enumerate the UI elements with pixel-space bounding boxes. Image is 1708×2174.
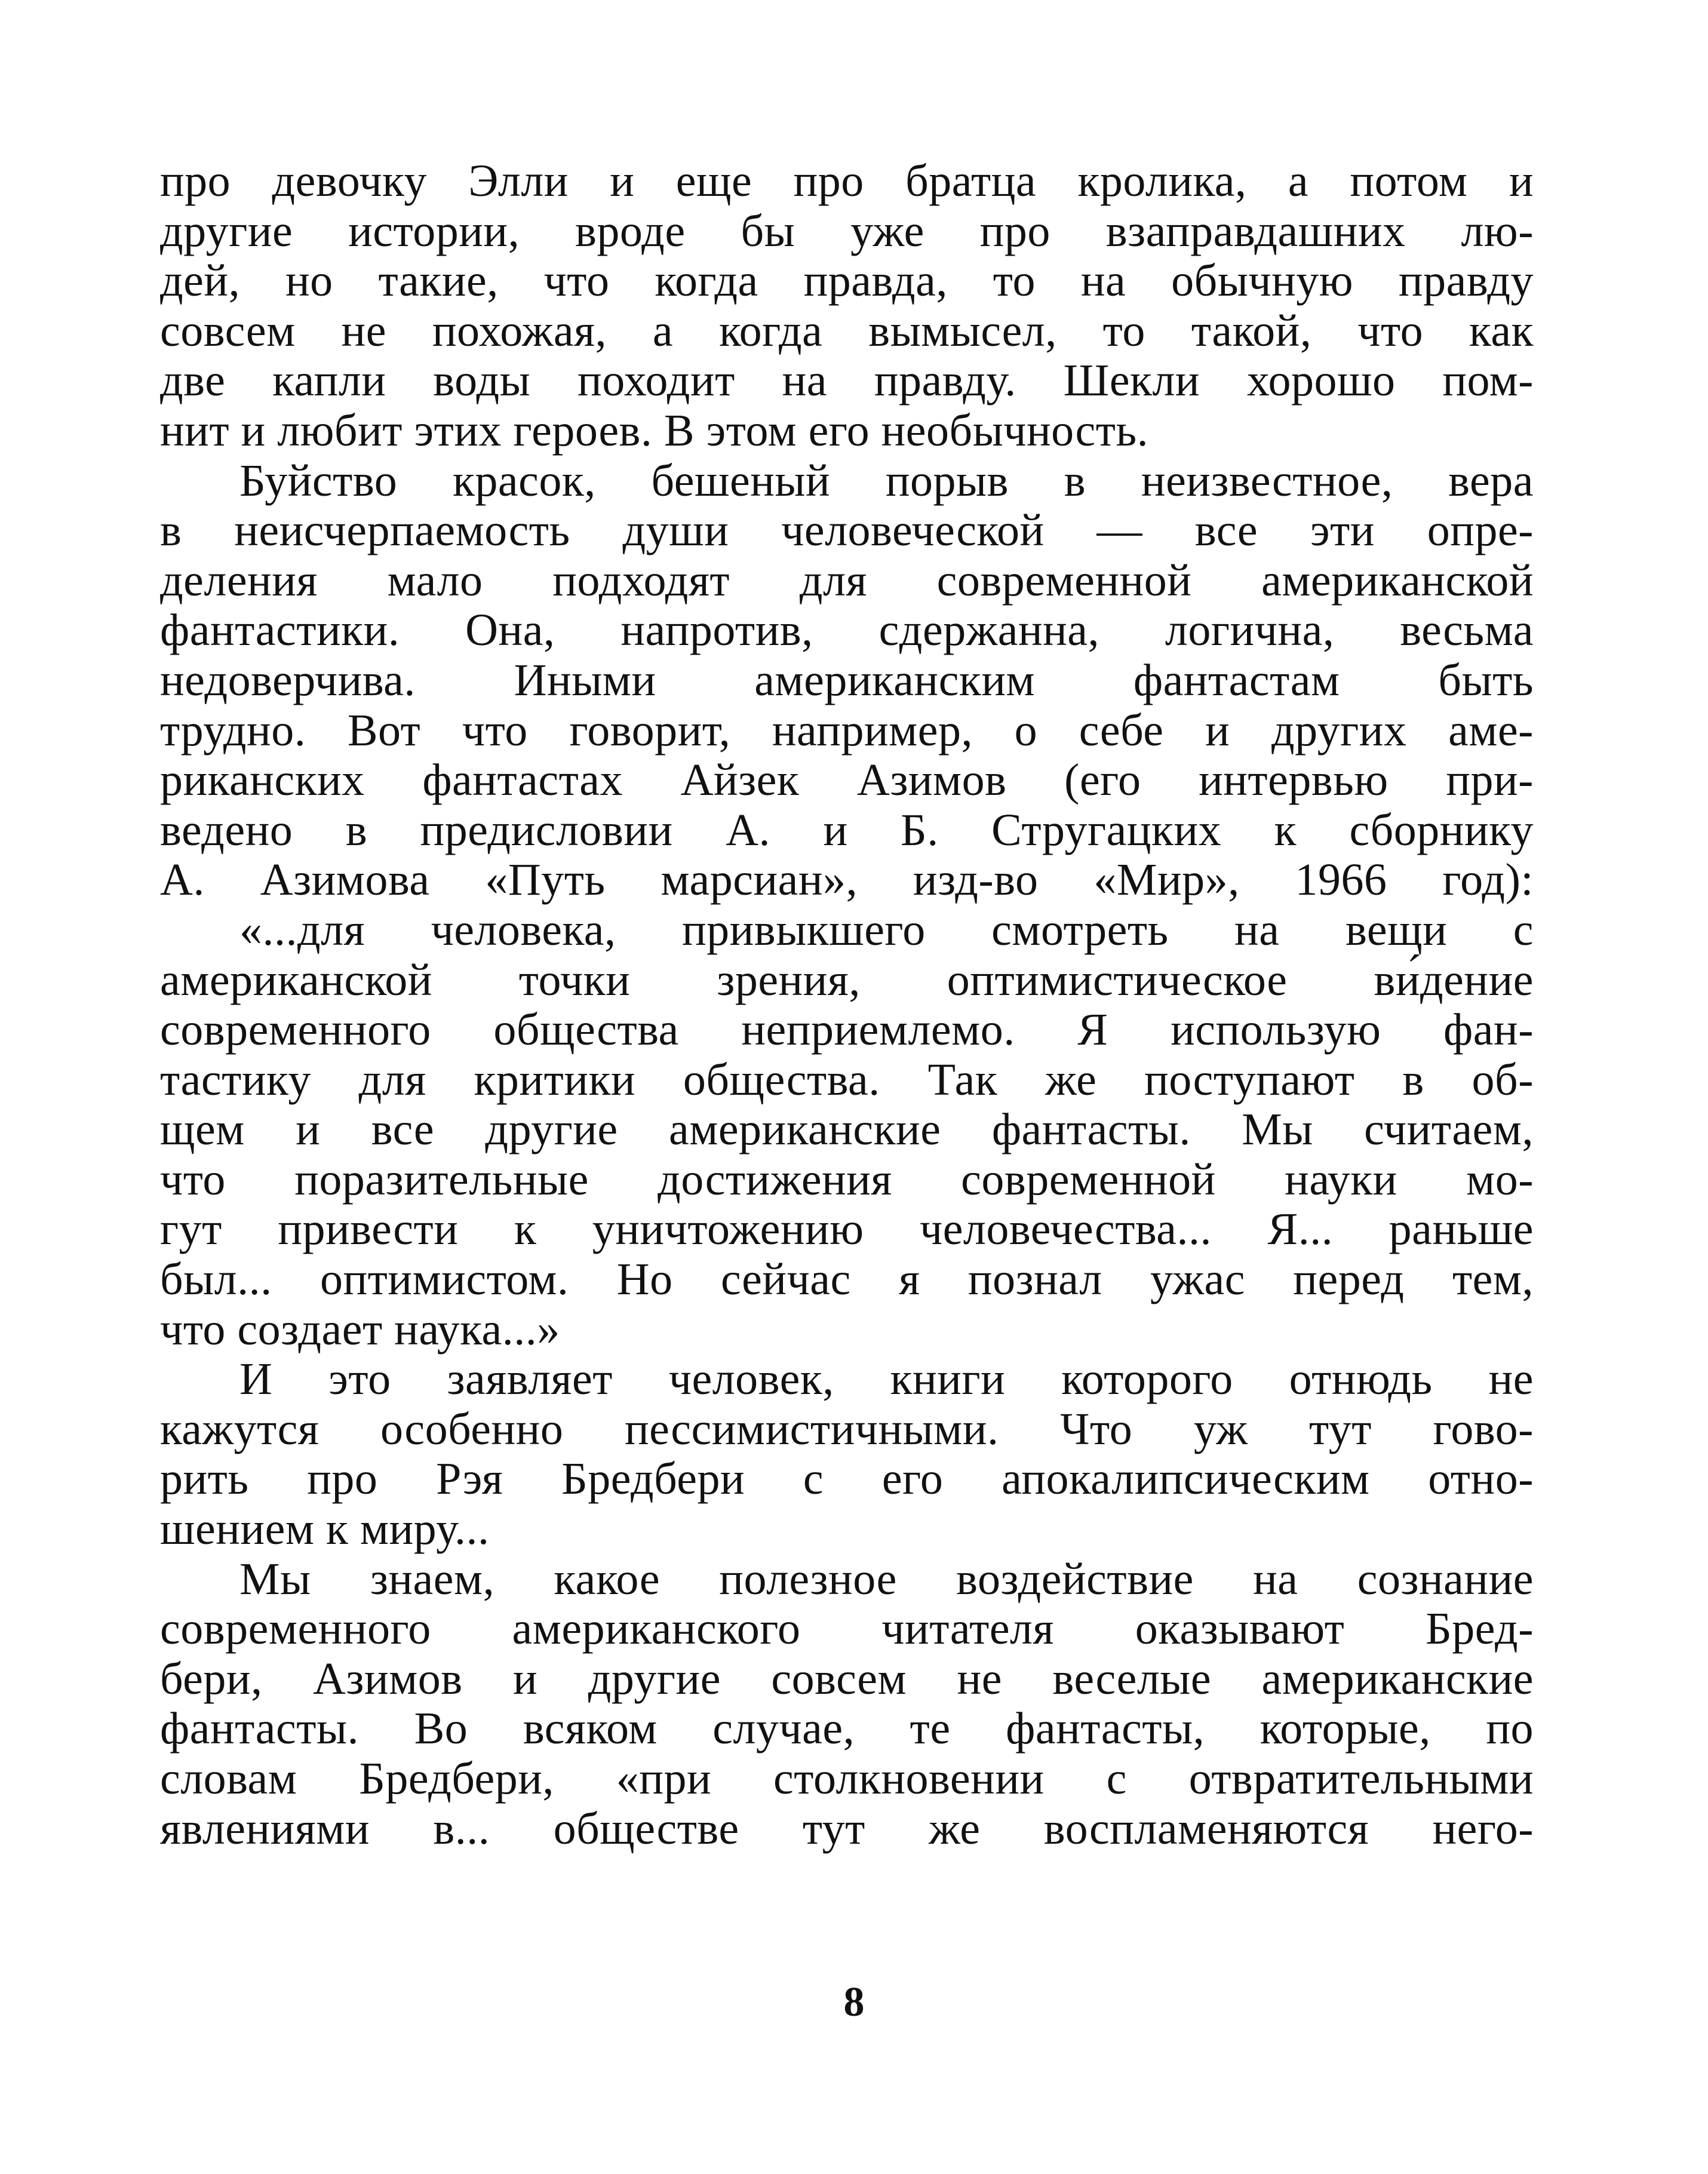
text-line: шением к миру... <box>160 1504 490 1555</box>
text-line: совсем не похожая, а когда вымысел, то такой, что как <box>160 305 1534 356</box>
text-line: недоверчива. Иными американским фантастам быть <box>160 655 1534 705</box>
quote-line: тастику для критики общества. Так же поступают в об- <box>160 1054 1534 1105</box>
text-line: современного американского читателя оказывают Бред- <box>160 1604 1534 1654</box>
text-line: дей, но такие, что когда правда, то на обычную правду <box>160 256 1534 306</box>
text-line: рить про Рэя Бредбери с его апокалипсическим отно- <box>160 1454 1534 1504</box>
text-line: деления мало подходят для современной американской <box>160 555 1534 606</box>
quote-line: американской точки зрения, оптимистическое ви́дение <box>160 954 1534 1005</box>
quote-line: современного общества неприемлемо. Я использую фан- <box>160 1005 1534 1055</box>
quote-line: что создает наука...» <box>160 1304 560 1355</box>
text-line: Мы знаем, какое полезное воздействие на сознание <box>239 1553 1534 1604</box>
text-line: две капли воды походит на правду. Шекли хорошо пом- <box>160 355 1534 406</box>
text-line: в неисчерпаемость души человеческой — все эти опре- <box>160 505 1534 556</box>
text-line: нит и любит этих героев. В этом его необычность. <box>160 405 1149 456</box>
text-line: другие истории, вроде бы уже про взаправдашних лю- <box>160 205 1534 256</box>
page-number: 8 <box>843 1979 865 2025</box>
text-line: фантастики. Она, напротив, сдержанна, логична, весьма <box>160 605 1534 656</box>
text-line: словам Бредбери, «при столкновении с отвратительными <box>160 1754 1534 1804</box>
text-line: про девочку Элли и еще про братца кролика, а потом и <box>160 156 1534 206</box>
text-line: кажутся особенно пессимистичными. Что уж тут гово- <box>160 1404 1534 1454</box>
text-line: А. Азимова «Путь марсиан», изд-во «Мир», 1966 год): <box>160 855 1534 905</box>
text-line: ведено в предисловии А. и Б. Стругацких к сборнику <box>160 804 1534 855</box>
quote-line: щем и все другие американские фантасты. Мы считаем, <box>160 1104 1534 1155</box>
text-line: бери, Азимов и другие совсем не веселые американские <box>160 1653 1534 1704</box>
text-line: Буйство красок, бешеный порыв в неизвестное, вера <box>239 455 1534 506</box>
quote-line: «...для человека, привыкшего смотреть на вещи с <box>239 904 1534 955</box>
quote-line: что поразительные достижения современной науки мо- <box>160 1154 1534 1205</box>
text-line: фантасты. Во всяком случае, те фантасты, которые, по <box>160 1703 1534 1754</box>
quote-line: гут привести к уничтожению человечества... Я... раньше <box>160 1204 1534 1255</box>
text-line: И это заявляет человек, книги которого отнюдь не <box>239 1354 1534 1405</box>
body-text <box>160 156 1534 1854</box>
text-line: явлениями в... обществе тут же воспламеняются него- <box>160 1803 1534 1854</box>
text-line: трудно. Вот что говорит, например, о себе и других аме- <box>160 705 1534 756</box>
quote-line: был... оптимистом. Но сейчас я познал ужас перед тем, <box>160 1254 1534 1305</box>
text-line: риканских фантастах Айзек Азимов (его интервью при- <box>160 755 1534 806</box>
